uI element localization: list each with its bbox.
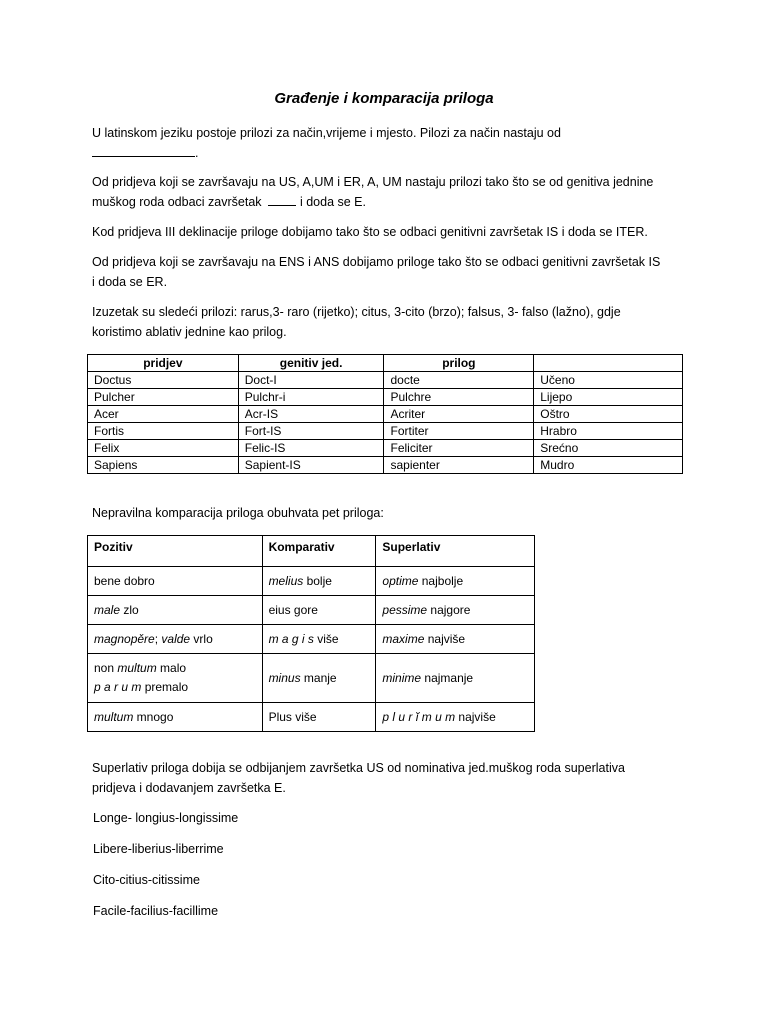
cell-comparative: Plus više: [262, 703, 376, 732]
latin-word: magnopěre: [94, 631, 155, 646]
paragraph-superlative-line1: Superlativ priloga dobija se odbijanjem završetka US od nominativa jed.muškog roda superlativa: [92, 761, 625, 775]
document-title: Građenje i komparacija priloga: [274, 90, 494, 107]
word: non: [94, 661, 118, 675]
cell-line: [94, 678, 262, 697]
paragraph-exceptions-line2: koristimo ablativ jednine kao prilog.: [92, 325, 287, 339]
cell-genitive: Fort-IS: [238, 423, 384, 440]
translation: vrlo: [190, 631, 213, 646]
header-superlativ: Superlativ: [376, 536, 535, 567]
cell-adjective: Doctus: [88, 372, 239, 389]
paragraph-us-a-um-line2: [92, 192, 692, 212]
cell-genitive: Sapient-IS: [238, 457, 384, 474]
translation: manje: [300, 670, 337, 685]
fill-in-blank: [268, 205, 296, 206]
latin-word: minus: [268, 670, 301, 685]
cell-adjective: Acer: [88, 406, 239, 423]
cell-translation: Učeno: [534, 372, 683, 389]
table-row: [88, 440, 683, 457]
cell-comparative: [262, 567, 376, 596]
cell-translation: Srećno: [534, 440, 683, 457]
paragraph-irregular-comparison: Nepravilna komparacija priloga obuhvata pet priloga:: [92, 506, 384, 520]
cell-adjective: Pulcher: [88, 389, 239, 406]
adverb-formation-table: [87, 354, 683, 474]
paragraph-ens-ans: [92, 252, 692, 292]
paragraph-intro-line1: U latinskom jeziku postoje prilozi za način,vrijeme i mjesto. Pilozi za način nastaju od: [92, 126, 561, 140]
table-row: [88, 372, 683, 389]
cell-line: [94, 659, 262, 678]
header-prilog: prilog: [384, 355, 534, 372]
cell-adverb: Fortiter: [384, 423, 534, 440]
table-header-row: [88, 355, 683, 372]
translation: najviše: [424, 631, 466, 646]
header-pridjev: pridjev: [88, 355, 239, 372]
cell-superlative: [376, 567, 535, 596]
header-komparativ: Komparativ: [262, 536, 376, 567]
cell-superlative: [376, 703, 535, 732]
paragraph-superlative: [92, 758, 692, 798]
latin-word: optime: [382, 573, 419, 588]
translation: više: [313, 631, 339, 646]
table-row: [88, 389, 683, 406]
translation: bolje: [303, 573, 332, 588]
latin-word: minime: [382, 670, 422, 685]
paragraph-ens-ans-line2: i doda se ER.: [92, 275, 168, 289]
cell-positive: [88, 654, 263, 703]
latin-word: valde: [161, 631, 191, 646]
table-row: [88, 654, 535, 703]
paragraph-ens-ans-line1: Od pridjeva koji se završavaju na ENS i ANS dobijamo priloge tako što se odbaci genitivni završetak IS: [92, 255, 661, 269]
paragraph-us-a-um-line1: Od pridjeva koji se završavaju na US, A,UM i ER, A, UM nastaju prilozi tako što se od genitiva jednine: [92, 175, 654, 189]
cell-translation: Mudro: [534, 457, 683, 474]
latin-word: multum: [117, 661, 157, 675]
cell-comparative: eius gore: [262, 596, 376, 625]
cell-adjective: Sapiens: [88, 457, 239, 474]
separator: ;: [154, 631, 162, 646]
header-translation: [534, 355, 683, 372]
cell-translation: Lijepo: [534, 389, 683, 406]
cell-adverb: Feliciter: [384, 440, 534, 457]
translation: zlo: [120, 602, 139, 617]
translation: najviše: [455, 709, 496, 724]
cell-translation: Hrabro: [534, 423, 683, 440]
latin-word: multum: [94, 709, 134, 724]
cell-genitive: Acr-IS: [238, 406, 384, 423]
latin-word: melius: [268, 573, 304, 588]
cell-adverb: docte: [384, 372, 534, 389]
table-header-row: [88, 536, 535, 567]
latin-word: p l u r ĭ m u m: [382, 709, 456, 724]
cell-adverb: Acriter: [384, 406, 534, 423]
table-row: [88, 596, 535, 625]
header-pozitiv: Pozitiv: [88, 536, 263, 567]
paragraph-exceptions-line1: Izuzetak su sledeći prilozi: rarus,3- raro (rijetko); citus, 3-cito (brzo); falsus, 3- falso (lažno), gdje: [92, 305, 621, 319]
paragraph-us-a-um: [92, 172, 692, 212]
translation: najmanje: [421, 670, 474, 685]
latin-word: maxime: [382, 631, 425, 646]
table-row: [88, 625, 535, 654]
line-start: muškog roda odbaci završetak: [92, 195, 262, 209]
cell-translation: Oštro: [534, 406, 683, 423]
translation: najbolje: [418, 573, 464, 588]
example-line: Facile-facilius-facillime: [93, 904, 219, 918]
example-line: Libere-liberius-liberrime: [93, 842, 224, 856]
latin-word: pessime: [382, 602, 428, 617]
latin-word: p a r u m: [94, 680, 142, 694]
cell-positive: [88, 703, 263, 732]
cell-adverb: Pulchre: [384, 389, 534, 406]
translation: premalo: [141, 680, 189, 694]
translation: mnogo: [133, 709, 174, 724]
cell-superlative: [376, 596, 535, 625]
cell-positive: bene dobro: [88, 567, 263, 596]
latin-word: m a g i s: [268, 631, 314, 646]
paragraph-exceptions: [92, 302, 692, 342]
cell-genitive: Felic-IS: [238, 440, 384, 457]
table-row: [88, 567, 535, 596]
line-end: i doda se E.: [299, 195, 366, 209]
cell-comparative: [262, 654, 376, 703]
fill-in-blank: [92, 156, 195, 157]
translation: najgore: [427, 602, 471, 617]
header-genitiv: genitiv jed.: [238, 355, 384, 372]
cell-comparative: [262, 625, 376, 654]
cell-adjective: Fortis: [88, 423, 239, 440]
table-row: [88, 703, 535, 732]
cell-genitive: Pulchr-i: [238, 389, 384, 406]
example-line: Longe- longius-longissime: [93, 811, 239, 825]
cell-superlative: [376, 625, 535, 654]
period: .: [195, 146, 199, 160]
paragraph-intro-line2: [92, 143, 692, 163]
latin-word: male: [94, 602, 121, 617]
cell-adverb: sapienter: [384, 457, 534, 474]
cell-superlative: [376, 654, 535, 703]
example-line: Cito-citius-citissime: [93, 873, 200, 887]
paragraph-superlative-line2: pridjeva i dodavanjem završetka E.: [92, 781, 286, 795]
table-row: [88, 457, 683, 474]
cell-positive: [88, 625, 263, 654]
paragraph-third-declension: Kod pridjeva III deklinacije priloge dobijamo tako što se odbaci genitivni završetak IS i doda se ITER.: [92, 225, 648, 239]
cell-positive: [88, 596, 263, 625]
translation: malo: [156, 661, 187, 675]
paragraph-intro: [92, 123, 692, 163]
cell-genitive: Doct-I: [238, 372, 384, 389]
table-row: [88, 423, 683, 440]
table-row: [88, 406, 683, 423]
cell-adjective: Felix: [88, 440, 239, 457]
irregular-comparison-table: [87, 535, 535, 732]
